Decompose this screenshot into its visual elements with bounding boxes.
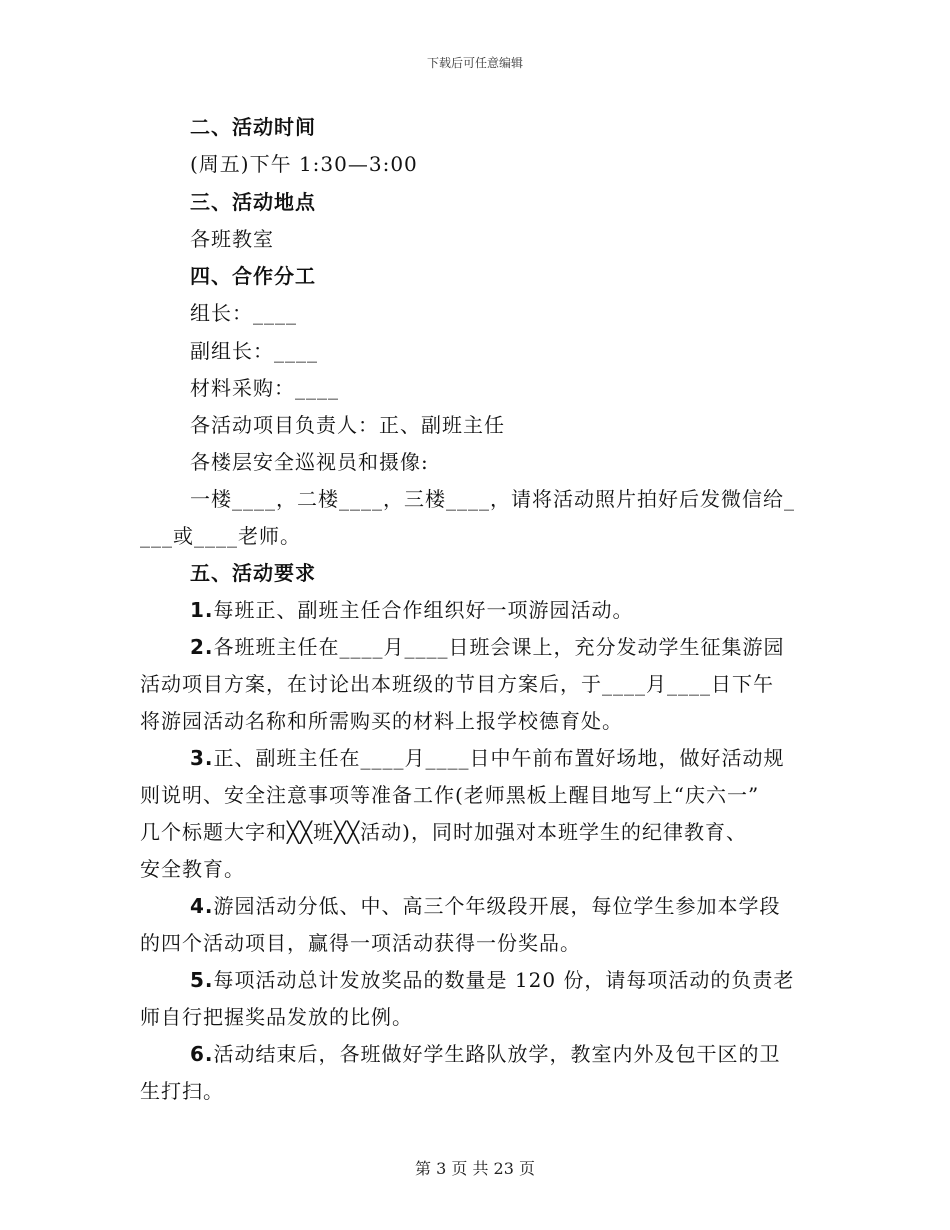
- section-heading-place: 三、活动地点: [190, 190, 316, 214]
- floors-line-2: ___或____老师。: [140, 524, 301, 548]
- requirement-number: 4.: [190, 894, 214, 918]
- requirement-number: 2.: [190, 635, 214, 659]
- requirement-text: 每项活动总计发放奖品的数量是 120 份，请每项活动的负责老: [213, 968, 795, 992]
- time-value: (周五)下午 1:30—3:00: [190, 152, 418, 176]
- floors-line-1: 一楼____，二楼____，三楼____，请将活动照片拍好后发微信给_: [190, 487, 795, 511]
- requirement-text: 正、副班主任在____月____日中午前布置好场地，做好活动规: [213, 746, 785, 770]
- requirement-number: 3.: [190, 746, 214, 770]
- purchase-line: 材料采购：____: [190, 376, 339, 400]
- requirement-item-1: [190, 596, 634, 624]
- requirement-text: 安全教育。: [140, 857, 245, 881]
- requirement-text: 将游园活动名称和所需购买的材料上报学校德育处。: [140, 709, 623, 733]
- section-heading-requirements: 五、活动要求: [190, 561, 316, 585]
- project-lead-line: 各活动项目负责人：正、副班主任: [190, 413, 505, 437]
- requirement-number: 6.: [190, 1042, 214, 1066]
- requirement-text: 各班班主任在____月____日班会课上，充分发动学生征集游园: [213, 635, 785, 659]
- requirement-text: 的四个活动项目，赢得一项活动获得一份奖品。: [140, 931, 581, 955]
- requirement-text: 每班正、副班主任合作组织好一项游园活动。: [213, 598, 634, 622]
- requirement-text: 则说明、安全注意事项等准备工作(老师黑板上醒目地写上“庆六一”: [140, 783, 760, 807]
- section-heading-division: 四、合作分工: [190, 264, 316, 288]
- page-footer: 第 3 页 共 23 页: [415, 1159, 535, 1178]
- requirement-item-6: [190, 1040, 781, 1068]
- requirement-item-2: [190, 633, 785, 661]
- requirement-text: 游园活动分低、中、高三个年级段开展，每位学生参加本学段: [213, 894, 781, 918]
- requirement-text: 几个标题大字和╳╳班╳╳活动)，同时加强对本班学生的纪律教育、: [140, 820, 747, 844]
- requirement-number: 1.: [190, 598, 214, 622]
- requirement-item-4: [190, 892, 781, 920]
- requirement-number: 5.: [190, 968, 214, 992]
- requirement-item-5: [190, 966, 794, 994]
- floor-safety-line: 各楼层安全巡视员和摄像:: [190, 450, 429, 474]
- place-value: 各班教室: [190, 227, 274, 251]
- leader-line: 组长：____: [190, 301, 297, 325]
- requirement-text: 生打扫。: [140, 1079, 224, 1103]
- requirement-item-3: [190, 744, 785, 772]
- section-heading-time: 二、活动时间: [190, 115, 316, 139]
- requirement-text: 活动项目方案，在讨论出本班级的节目方案后，于____月____日下午: [140, 672, 774, 696]
- vice-leader-line: 副组长：____: [190, 339, 318, 363]
- requirement-text: 师自行把握奖品发放的比例。: [140, 1005, 413, 1029]
- requirement-text: 活动结束后，各班做好学生路队放学，教室内外及包干区的卫: [213, 1042, 781, 1066]
- header-note: 下载后可任意编辑: [426, 56, 523, 70]
